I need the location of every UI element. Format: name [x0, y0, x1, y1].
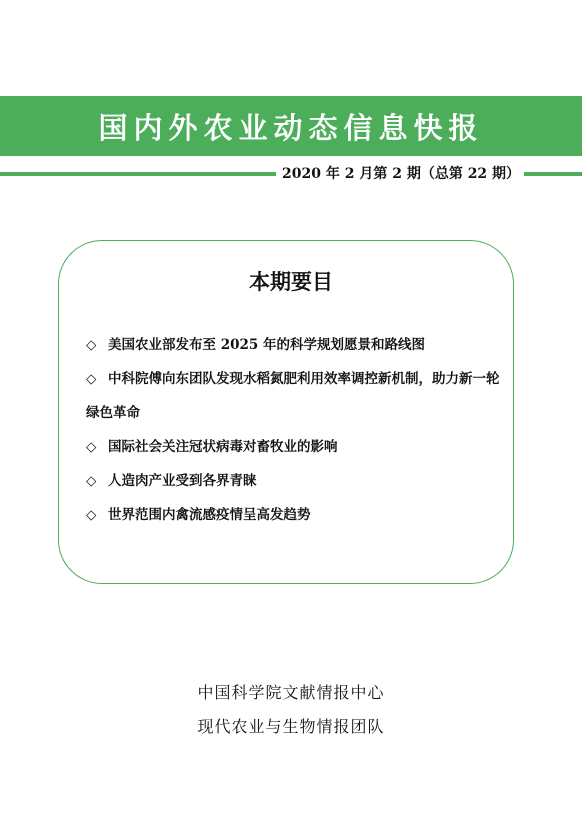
issue-info: 2020 年 2 月第 2 期（总第 22 期） — [282, 166, 521, 182]
list-item-text: 人造肉产业受到各界青睐 — [108, 473, 257, 489]
summary-title: 本期要目 — [249, 270, 333, 294]
diamond-bullet-icon: ◇ — [86, 473, 97, 489]
issue-divider-right — [524, 172, 582, 176]
issue-divider-left — [0, 172, 276, 176]
footer — [0, 676, 582, 744]
footer-org: 中国科学院文献情报中心 — [197, 683, 385, 702]
diamond-bullet-icon: ◇ — [86, 371, 97, 387]
diamond-bullet-icon: ◇ — [86, 337, 97, 353]
publication-title: 国内外农业动态信息快报 — [98, 110, 484, 145]
diamond-bullet-icon: ◇ — [86, 439, 97, 455]
list-item — [86, 362, 506, 430]
list-item-text: 世界范围内禽流感疫情呈高发趋势 — [108, 507, 311, 523]
list-item-text: 中科院傅向东团队发现水稻氮肥利用效率调控新机制，助力新一轮绿色革命 — [86, 371, 500, 421]
issue-row — [0, 162, 582, 186]
footer-team: 现代农业与生物情报团队 — [197, 717, 385, 736]
list-item — [86, 498, 506, 532]
diamond-bullet-icon: ◇ — [86, 507, 97, 523]
list-item — [86, 328, 506, 362]
list-item-text: 国际社会关注冠状病毒对畜牧业的影响 — [108, 439, 338, 455]
list-item — [86, 464, 506, 498]
summary-list — [86, 328, 506, 532]
list-item — [86, 430, 506, 464]
list-item-text: 美国农业部发布至 2025 年的科学规划愿景和路线图 — [108, 337, 425, 353]
title-banner — [0, 96, 582, 156]
